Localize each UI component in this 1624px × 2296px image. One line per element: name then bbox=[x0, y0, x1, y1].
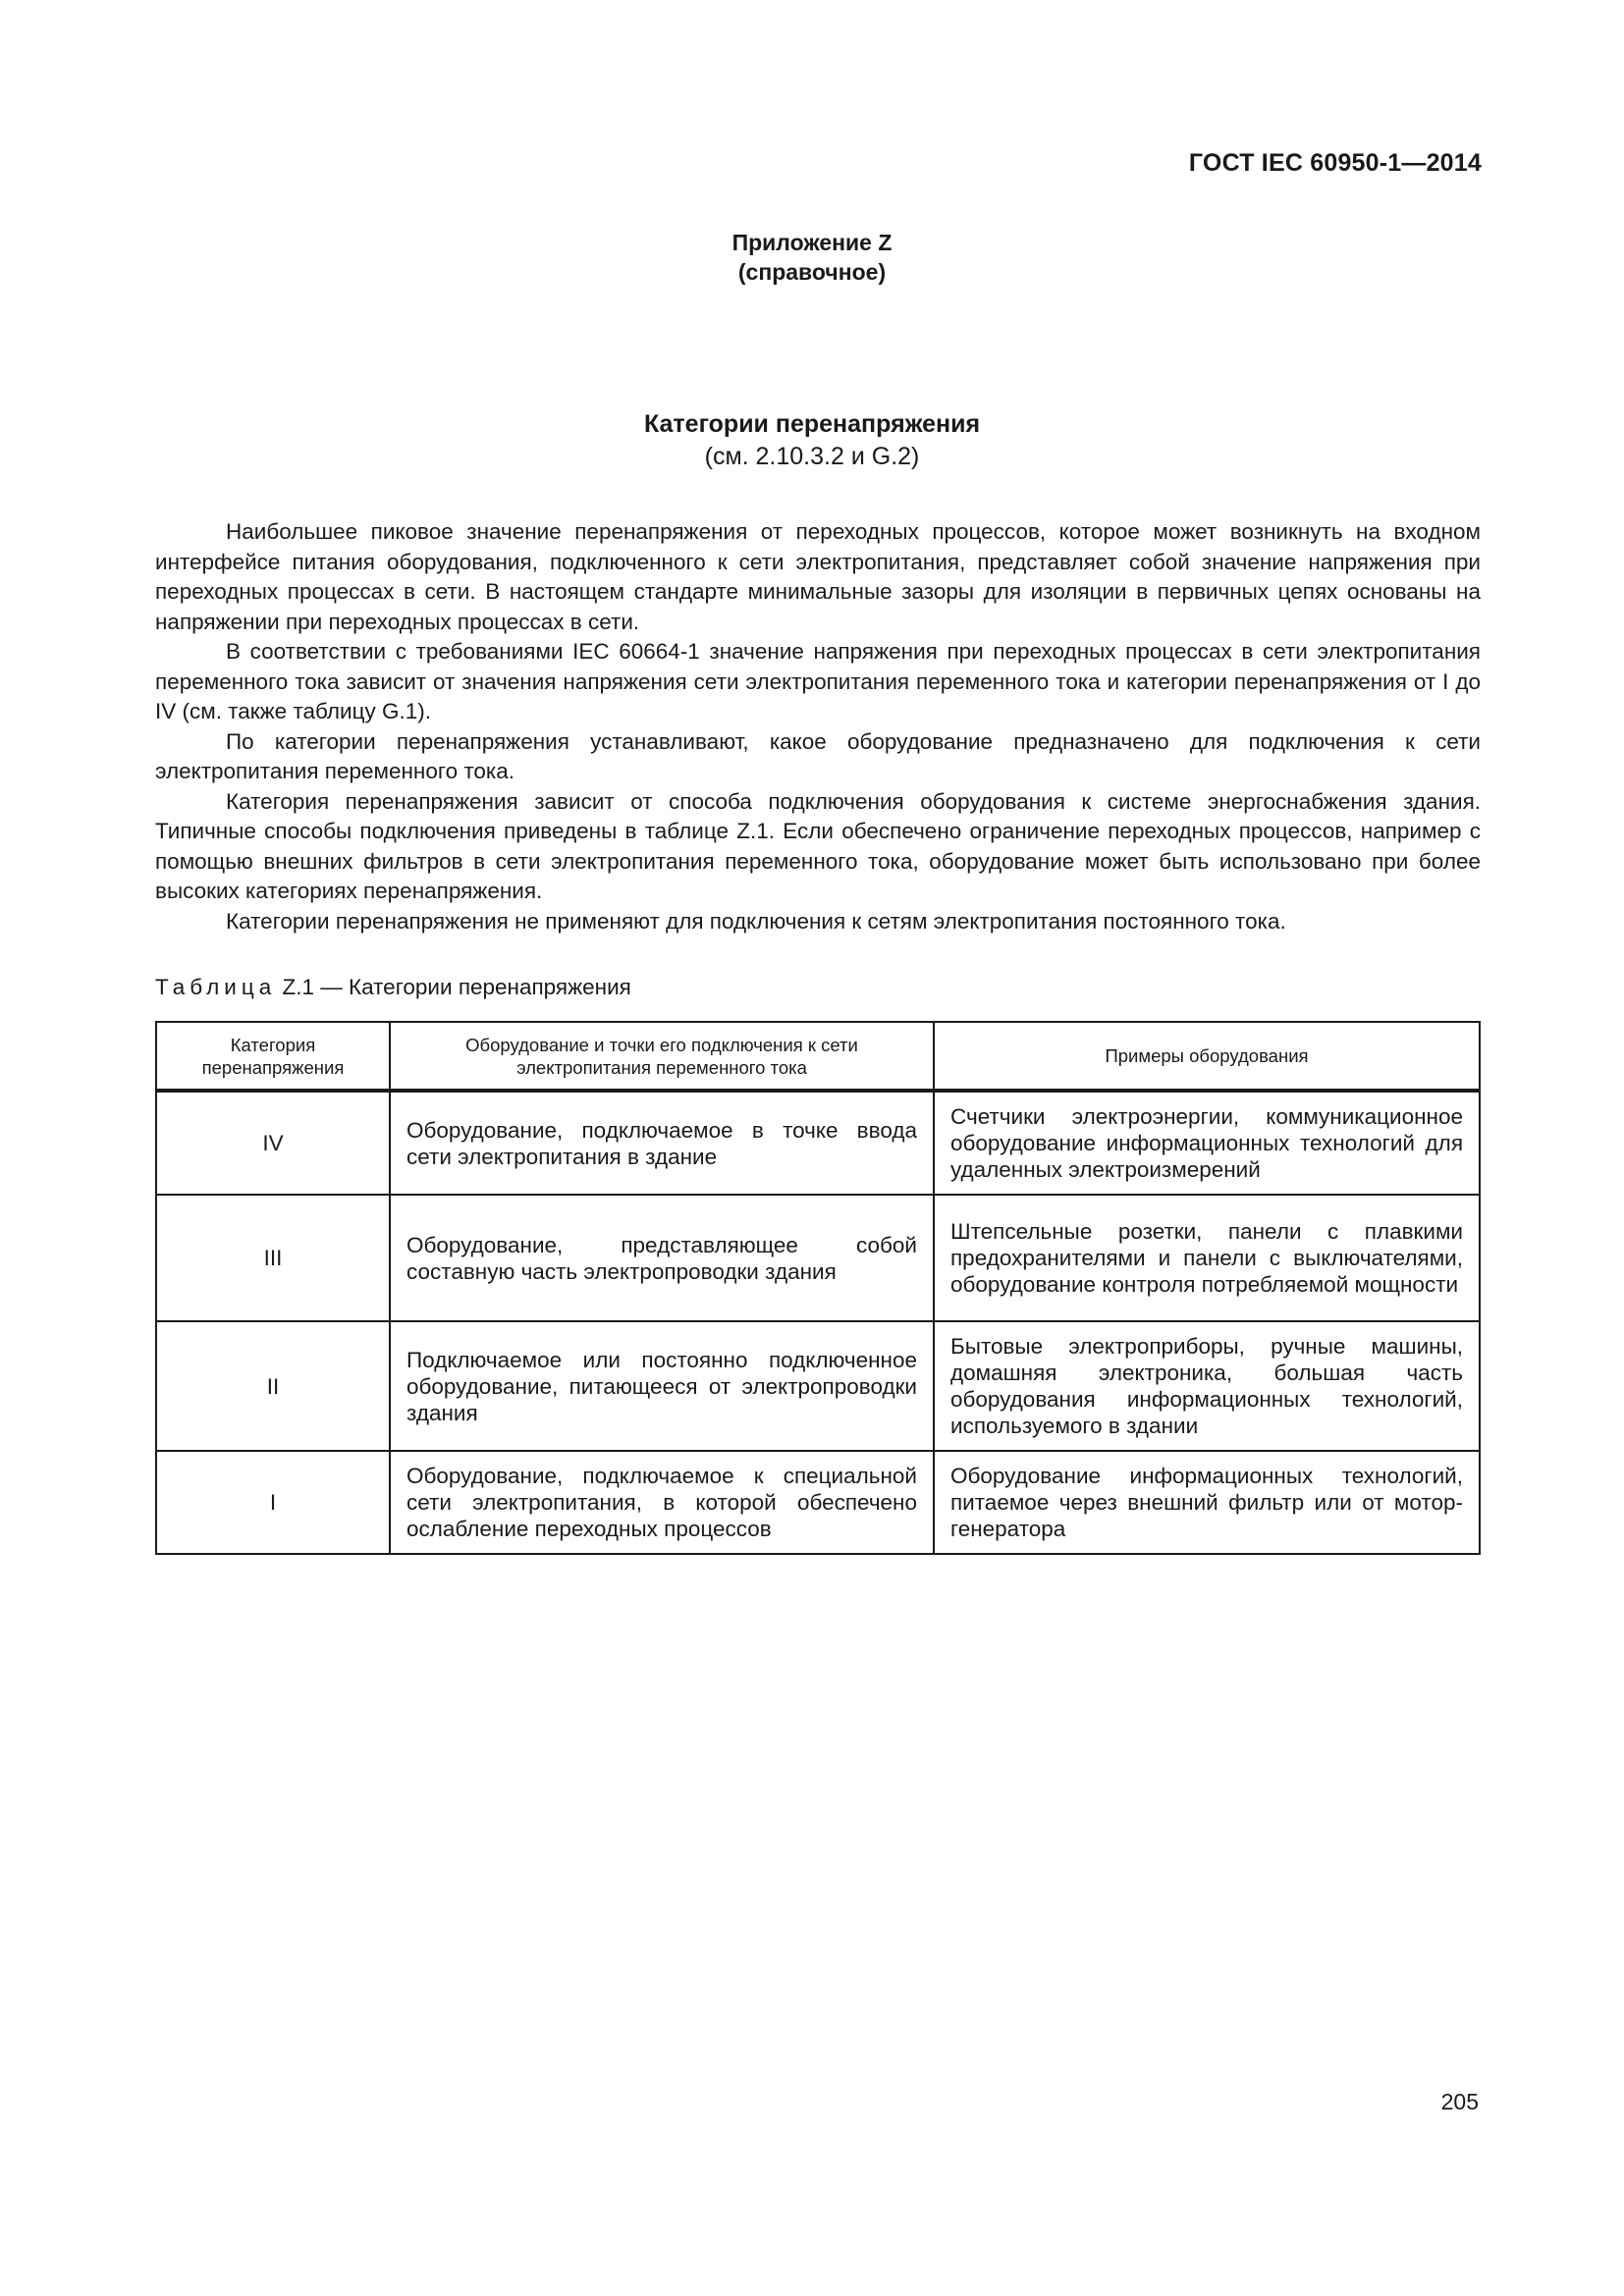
equipment-cell: Подключаемое или постоянно подключенное оборудование, питающееся от электропроводки здания bbox=[390, 1321, 934, 1451]
table-row bbox=[156, 1321, 1480, 1451]
annex-heading bbox=[0, 228, 1624, 287]
table-row bbox=[156, 1195, 1480, 1321]
table-caption-label: Таблица bbox=[155, 975, 277, 999]
header-equipment: Оборудование и точки его подключения к сети электропитания переменного тока bbox=[390, 1022, 934, 1091]
annex-type: (справочное) bbox=[737, 259, 887, 285]
category-cell: II bbox=[156, 1321, 390, 1451]
category-cell: I bbox=[156, 1451, 390, 1554]
table-caption bbox=[155, 973, 631, 1002]
category-cell: III bbox=[156, 1195, 390, 1321]
paragraph: В соответствии с требованиями IEC 60664-1 значение напряжения при переходных процессах в сети электропитания переменного тока зависит от значения напряжения сети электропитания переменного тока и категории перенапряжения от I до IV (см. также таблицу G.1). bbox=[155, 639, 1481, 723]
page-number: 205 bbox=[1440, 2089, 1479, 2114]
examples-cell: Штепсельные розетки, панели с плавкими предохранителями и панели с выключателями, оборудование контроля потребляемой мощности bbox=[934, 1195, 1480, 1321]
table-header-row bbox=[156, 1022, 1480, 1091]
paragraph: Категория перенапряжения зависит от способа подключения оборудования к системе энергоснабжения здания. Типичные способы подключения приведены в таблице Z.1. Если обеспечено ограничение переходных процессов, например с помощью внешних фильтров в сети электропитания переменного тока, оборудование может быть использовано при более высоких категориях перенапряжения. bbox=[155, 788, 1481, 903]
category-cell: IV bbox=[156, 1091, 390, 1195]
document-code: ГОСТ IEC 60950-1—2014 bbox=[1188, 149, 1482, 177]
examples-cell: Оборудование информационных технологий, питаемое через внешний фильтр или от мотор-генератора bbox=[934, 1451, 1480, 1554]
header-category: Категория перенапряжения bbox=[156, 1022, 390, 1091]
equipment-cell: Оборудование, представляющее собой составную часть электропроводки здания bbox=[390, 1195, 934, 1321]
paragraph: По категории перенапряжения устанавливают, какое оборудование предназначено для подключения к сети электропитания переменного тока. bbox=[155, 728, 1481, 783]
paragraph: Категории перенапряжения не применяют для подключения к сетям электропитания постоянного тока. bbox=[226, 908, 1286, 934]
body-text bbox=[155, 517, 1481, 936]
equipment-cell: Оборудование, подключаемое к специальной сети электропитания, в которой обеспечено ослабление переходных процессов bbox=[390, 1451, 934, 1554]
annex-title: Приложение Z bbox=[731, 230, 893, 255]
table-row bbox=[156, 1451, 1480, 1554]
equipment-cell: Оборудование, подключаемое в точке ввода сети электропитания в здание bbox=[390, 1091, 934, 1195]
section-title: Категории перенапряжения bbox=[643, 410, 981, 438]
header-examples: Примеры оборудования bbox=[934, 1022, 1480, 1091]
examples-cell: Счетчики электроэнергии, коммуникационное оборудование информационных технологий для удаленных электроизмерений bbox=[934, 1091, 1480, 1195]
table-caption-title: Z.1 — Категории перенапряжения bbox=[276, 975, 631, 999]
table-row bbox=[156, 1091, 1480, 1195]
section-reference: (см. 2.10.3.2 и G.2) bbox=[704, 443, 920, 470]
overvoltage-category-table bbox=[155, 1021, 1481, 1555]
paragraph: Наибольшее пиковое значение перенапряжения от переходных процессов, которое может возникнуть на входном интерфейсе питания оборудования, подключенного к сети электропитания, представляет собой значение напряжения при переходных процессах в сети. В настоящем стандарте минимальные зазоры для изоляции в первичных цепях основаны на напряжении при переходных процессах в сети. bbox=[155, 519, 1481, 634]
examples-cell: Бытовые электроприборы, ручные машины, домашняя электроника, большая часть оборудования информационных технологий, используемого в здании bbox=[934, 1321, 1480, 1451]
